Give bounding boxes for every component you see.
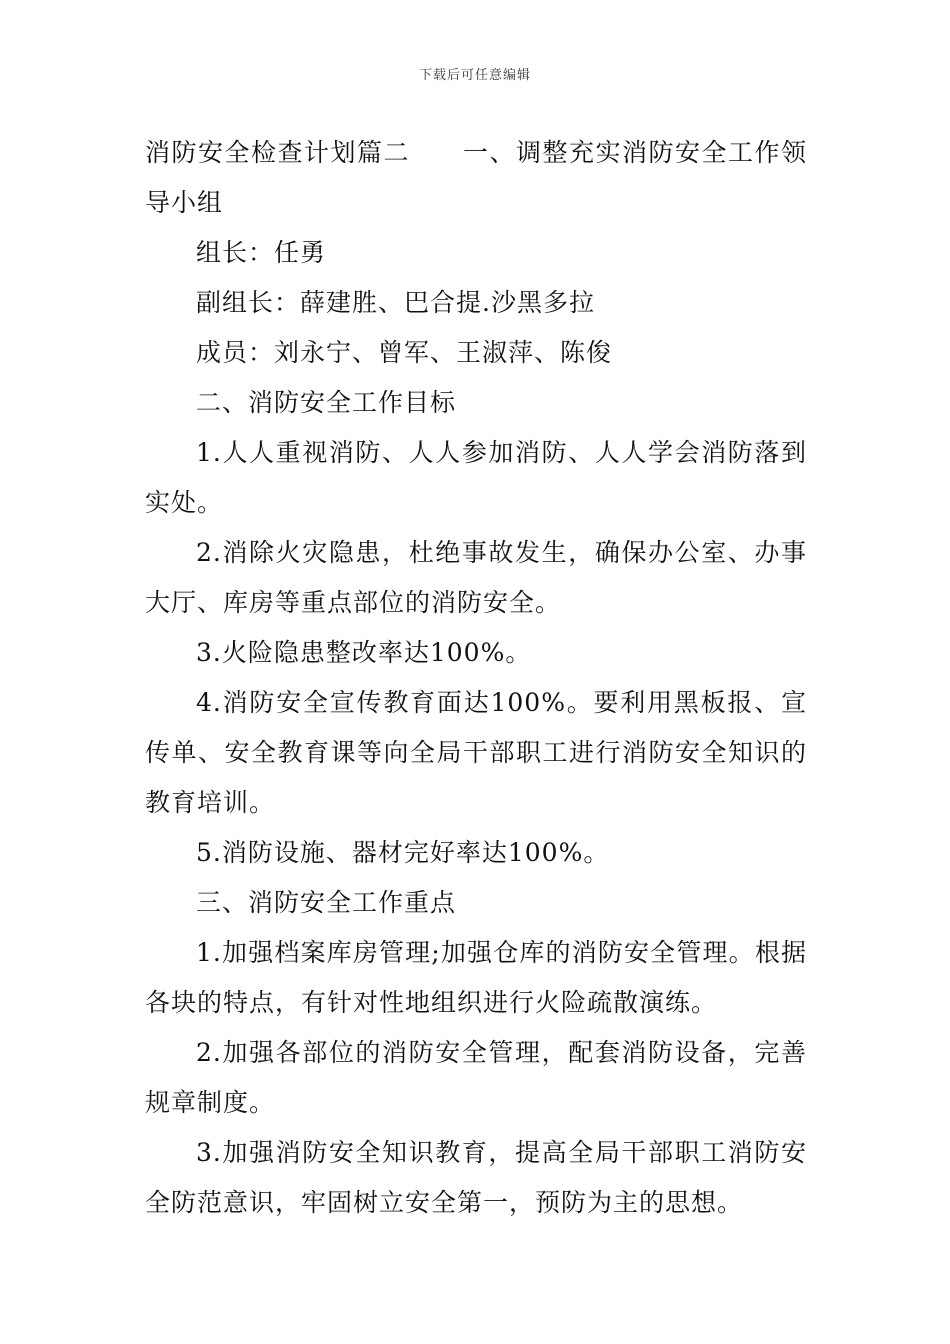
- paragraph-members: 成员：刘永宁、曾军、王淑萍、陈俊: [196, 338, 613, 367]
- paragraph-goal-3: 3.火险隐患整改率达100%。: [196, 638, 532, 667]
- paragraph-title: 消防安全检查计划篇二 一、调整充实消防安全工作领导小组: [145, 138, 807, 217]
- paragraph-leader: 组长：任勇: [196, 238, 327, 267]
- paragraph-focus-3: 3.加强消防安全知识教育，提高全局干部职工消防安全防范意识，牢固树立安全第一，预防为主的思想。: [145, 1138, 807, 1217]
- paragraph-goal-2: 2.消除火灾隐患，杜绝事故发生，确保办公室、办事大厅、库房等重点部位的消防安全。: [145, 538, 807, 617]
- paragraph-focus-2: 2.加强各部位的消防安全管理，配套消防设备，完善规章制度。: [145, 1038, 807, 1117]
- section-heading-focus: 三、消防安全工作重点: [196, 888, 457, 917]
- paragraph-goal-5: 5.消防设施、器材完好率达100%。: [196, 838, 610, 867]
- section-heading-goals: 二、消防安全工作目标: [196, 388, 457, 417]
- paragraph-deputy-leader: 副组长：薛建胜、巴合提.沙黑多拉: [196, 288, 595, 317]
- header-note: 下载后可任意编辑: [418, 68, 531, 83]
- paragraph-focus-1: 1.加强档案库房管理;加强仓库的消防安全管理。根据各块的特点，有针对性地组织进行火险疏散演练。: [145, 938, 807, 1017]
- document-body: [145, 128, 807, 1228]
- paragraph-goal-1: 1.人人重视消防、人人参加消防、人人学会消防落到实处。: [145, 438, 807, 517]
- paragraph-goal-4: 4.消防安全宣传教育面达100%。要利用黑板报、宣传单、安全教育课等向全局干部职工进行消防安全知识的教育培训。: [145, 688, 807, 817]
